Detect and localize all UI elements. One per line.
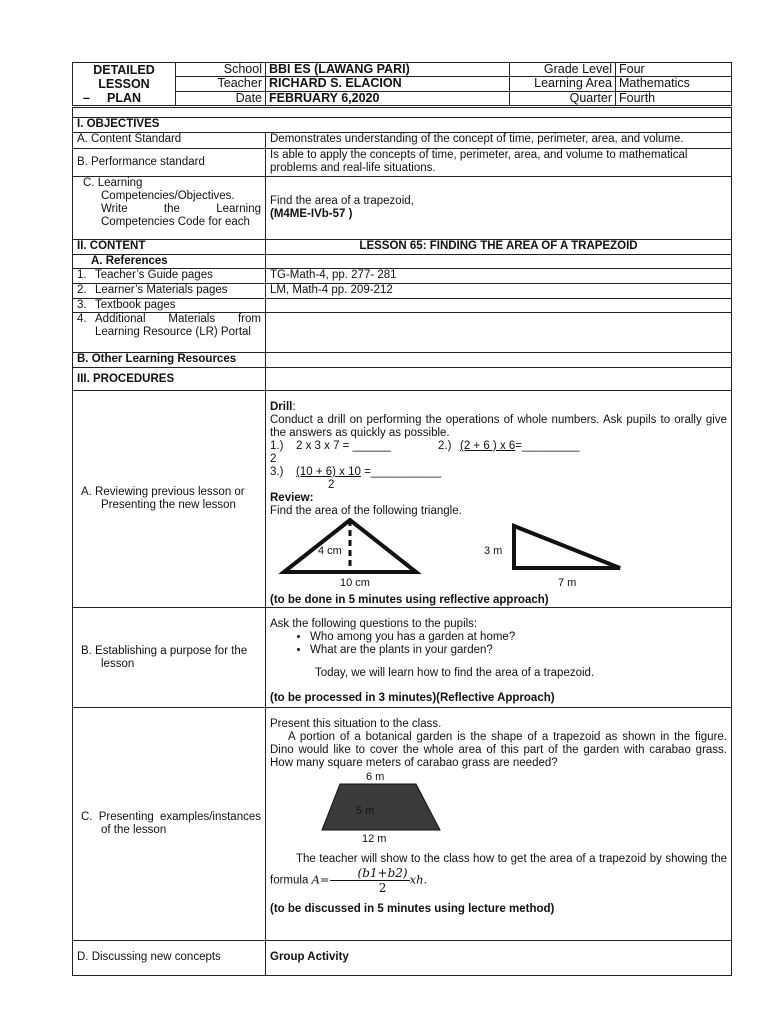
- procedure-b-label-text: B. Establishing a purpose for the lesson: [81, 644, 248, 670]
- learners-materials-value: LM, Math-4 pp. 209-212: [266, 284, 732, 299]
- competency-code: (M4ME-IVb-57 ): [270, 208, 353, 220]
- header-table: [72, 62, 732, 106]
- procedure-b-content: [266, 608, 732, 708]
- question-3-expression: (10 + 6) x 10: [296, 466, 361, 478]
- procedure-a-label: [73, 391, 266, 608]
- competencies-label-text: Competencies/Objectives. Write the Learning Competencies Code for each: [101, 190, 261, 228]
- purpose-questions-list: [270, 631, 727, 657]
- review-instructions: Find the area of the following triangle.: [270, 505, 462, 517]
- school-value: BBI ES (LAWANG PARI): [266, 63, 510, 77]
- additional-materials-value: [266, 313, 732, 353]
- procedure-b-note: (to be processed in 3 minutes)(Reflective Approach): [270, 692, 555, 704]
- references-label: A. References: [73, 255, 266, 269]
- item-number: 3.: [77, 299, 87, 311]
- procedure-a-label-text: A. Reviewing previous lesson or Presenting the new lesson: [81, 486, 245, 511]
- quarter-label: Quarter: [510, 91, 616, 105]
- question-2-expression: (2 + 6 ) x 6: [460, 440, 516, 452]
- trapezoid-bottom-label: 12 m: [362, 833, 387, 844]
- drill-colon: :: [292, 401, 296, 413]
- spacer-row: [73, 108, 732, 118]
- procedure-d-label: D. Discussing new concepts: [73, 941, 266, 976]
- trapezoid-shape: [322, 784, 440, 830]
- lesson-plan-title: [73, 63, 176, 106]
- formula-denominator: 2: [378, 881, 387, 895]
- item-label: Additional Materials from Learning Resource (LR) Portal: [95, 313, 261, 338]
- other-resources-label: B. Other Learning Resources: [73, 353, 266, 368]
- drill-line-1: [270, 440, 727, 453]
- procedure-c-intro: Present this situation to the class.: [270, 718, 442, 730]
- triangle-2-base-label: 7 m: [558, 577, 577, 588]
- procedure-c-content: [266, 708, 732, 941]
- procedure-b-label: [73, 608, 266, 708]
- question-2-blank: =_________: [515, 440, 580, 452]
- procedures-heading: III. PROCEDURES: [73, 368, 266, 391]
- triangles-figure: [270, 518, 726, 588]
- item-number: 4.: [77, 313, 87, 325]
- teacher-value: RICHARD S. ELACION: [266, 77, 510, 91]
- competencies-value: [266, 177, 732, 240]
- quarter-value: Fourth: [616, 91, 732, 105]
- grade-level-value: Four: [616, 63, 732, 77]
- item-label: Textbook pages: [95, 299, 176, 311]
- teachers-guide-label: [73, 269, 266, 284]
- content-standard-label: A. Content Standard: [73, 133, 266, 149]
- learning-area-label: Learning Area: [510, 77, 616, 91]
- procedure-b-today: Today, we will learn how to find the area of a trapezoid.: [315, 667, 595, 679]
- formula-intro-text: The teacher will show to the class how to get the area of a trapezoid by showing the formula: [270, 853, 727, 887]
- competencies-label-line: C. Learning: [83, 177, 143, 189]
- procedure-c-label-text: C. Presenting examples/instances of the lesson: [81, 811, 261, 836]
- performance-standard-value: Is able to apply the concepts of time, perimeter, area, and volume to mathematical problems and real-life situations.: [266, 149, 732, 177]
- objectives-heading: I. OBJECTIVES: [73, 118, 732, 133]
- item-number: 1.: [77, 269, 87, 281]
- question-2-denominator: 2: [270, 453, 277, 465]
- question-2-number: 2.): [438, 440, 452, 452]
- question-1-number: 1.): [270, 440, 284, 452]
- item-number: 2.: [77, 284, 87, 296]
- procedures-heading-value: [266, 368, 732, 391]
- title-line-1: DETAILED: [93, 63, 155, 77]
- procedure-a-content: [266, 391, 732, 608]
- procedure-b-intro: Ask the following questions to the pupils:: [270, 618, 478, 630]
- drill-line-3: [270, 466, 727, 479]
- school-label: School: [176, 63, 266, 77]
- content-heading: II. CONTENT: [73, 240, 266, 255]
- learners-materials-label: [73, 284, 266, 299]
- learning-area-value: Mathematics: [616, 77, 732, 91]
- purpose-question: • What are the plants in your garden?: [310, 644, 727, 657]
- grade-level-label: Grade Level: [510, 63, 616, 77]
- formula-fraction: [330, 866, 410, 895]
- references-value: [266, 255, 732, 269]
- title-dash: –: [83, 91, 90, 105]
- item-label: Learner’s Materials pages: [95, 284, 228, 296]
- date-value: FEBRUARY 6,2020: [266, 91, 510, 105]
- additional-materials-label: [73, 313, 266, 353]
- formula-paragraph: [270, 852, 727, 895]
- formula-lhs: A=: [311, 872, 330, 887]
- purpose-question: • Who among you has a garden at home?: [310, 631, 727, 644]
- teacher-label: Teacher: [176, 77, 266, 91]
- performance-standard-label: B. Performance standard: [73, 149, 266, 177]
- textbook-pages-value: [266, 299, 732, 313]
- question-3-blank: =___________: [360, 466, 442, 478]
- lesson-plan-table: [72, 107, 732, 976]
- triangle-1-height-label: 4 cm: [318, 545, 342, 557]
- question-3-denominator: 2: [328, 479, 335, 491]
- item-label: Teacher’s Guide pages: [95, 269, 213, 281]
- textbook-pages-label: [73, 299, 266, 313]
- trapezoid-height-label: 5 m: [356, 805, 375, 817]
- content-standard-value: Demonstrates understanding of the concept of time, perimeter, area, and volume.: [266, 133, 732, 149]
- title-line-3: PLAN: [106, 91, 142, 105]
- garden-situation-text: A portion of a botanical garden is the shape of a trapezoid as shown in the figure. Dino would like to cover the whole area of this part of the garden with carabao grass. How many square meters of carabao grass are needed?: [270, 731, 727, 769]
- triangle-2: [514, 526, 620, 568]
- date-label: Date: [176, 91, 266, 105]
- question-3-number: 3.): [270, 466, 284, 478]
- competencies-label: [73, 177, 266, 240]
- procedure-a-note: (to be done in 5 minutes using reflective approach): [270, 594, 549, 606]
- formula-rhs: xh.: [409, 872, 428, 887]
- triangle-2-height-label: 3 m: [484, 545, 503, 557]
- procedure-c-note: (to be discussed in 5 minutes using lecture method): [270, 903, 555, 915]
- question-1-expression: 2 x 3 x 7 = ______: [296, 440, 391, 452]
- triangle-1-base-label: 10 cm: [340, 577, 370, 588]
- title-line-2: LESSON: [98, 77, 150, 91]
- competency-text: Find the area of a trapezoid,: [270, 195, 414, 207]
- procedure-c-label: [73, 708, 266, 941]
- formula-numerator: (b1+b2): [330, 866, 410, 881]
- review-title: Review:: [270, 492, 314, 504]
- lesson-title: LESSON 65: FINDING THE AREA OF A TRAPEZOID: [266, 240, 732, 255]
- trapezoid-top-label: 6 m: [366, 771, 385, 783]
- other-resources-value: [266, 353, 732, 368]
- drill-title: Drill: [270, 401, 293, 413]
- trapezoid-figure: [318, 770, 518, 844]
- teachers-guide-value: TG-Math-4, pp. 277- 281: [266, 269, 732, 284]
- procedure-d-value: Group Activity: [266, 941, 732, 976]
- drill-instructions: Conduct a drill on performing the operations of whole numbers. Ask pupils to orally give the answers as quickly as possible.: [270, 414, 727, 439]
